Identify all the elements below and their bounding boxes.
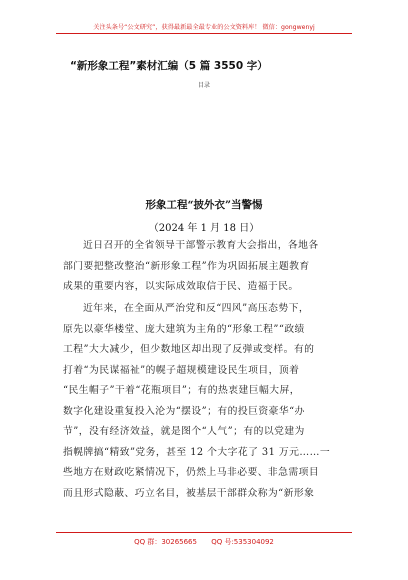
header-divider — [56, 33, 352, 34]
paragraph-line: 工程”大大减少，但少数地区却出现了反弹或变样。有的 — [63, 344, 315, 355]
paragraph-line: 原先以豪华楼堂、庞大建筑为主角的“形象工程”“政绩 — [63, 323, 305, 335]
paragraph-line: 近日召开的全省领导干部警示教育大会指出，各地各 — [83, 240, 319, 251]
paragraph-line: 打着“为民谋福祉”的幌子超规模建设民生项目，顶着 — [63, 364, 300, 376]
article-date: （2024 年 1 月 18 日） — [148, 223, 260, 234]
paragraph-line: 成果的重要内容，以实际成效取信于民、造福于民。 — [63, 281, 299, 292]
paragraph-1 — [63, 236, 347, 298]
document-title: “新形象工程”素材汇编（5 篇 3550 字） — [70, 60, 268, 72]
footer — [0, 537, 408, 547]
paragraph-line: “民生帽子”干着“花瓶项目”；有的热衷建巨幅大屏， — [63, 385, 301, 396]
paragraph-line: 近年来，在全面从严治党和反“四风”高压态势下， — [83, 303, 310, 314]
paragraph-line: 部门要把整改整治“新形象工程”作为巩固拓展主题教育 — [63, 260, 310, 272]
paragraph-line: 节”，没有经济效益，就是图个“人气”；有的以党建为 — [63, 426, 305, 437]
article-title: 形象工程“披外衣”当警惕 — [145, 199, 263, 211]
paragraph-line: 些地方在财政吃紧情况下，仍然上马非必要、非急需项目 — [63, 467, 320, 478]
toc-label: 目录 — [197, 82, 210, 89]
paragraph-line: 而且形式隐蔽、巧立名目，被基层干部群众称为“新形象 — [63, 487, 315, 499]
paragraph-2 — [63, 299, 347, 504]
footer-divider — [56, 532, 352, 533]
paragraph-line: 指幌牌搞“精致”党务，甚至 12 个大字花了 31 万元……一 — [63, 446, 331, 458]
footer-qq: QQ 号:535304092 — [211, 538, 274, 546]
footer-qq-group: QQ 群：30265665 — [134, 538, 197, 546]
header-banner: 关注头条号“公文研究”，获得最新最全最专业的公文资料库！ 微信：gongwenyj — [93, 24, 315, 31]
paragraph-line: 数字化建设重复投入沦为“摆设”；有的投巨资豪华“办 — [63, 405, 305, 417]
